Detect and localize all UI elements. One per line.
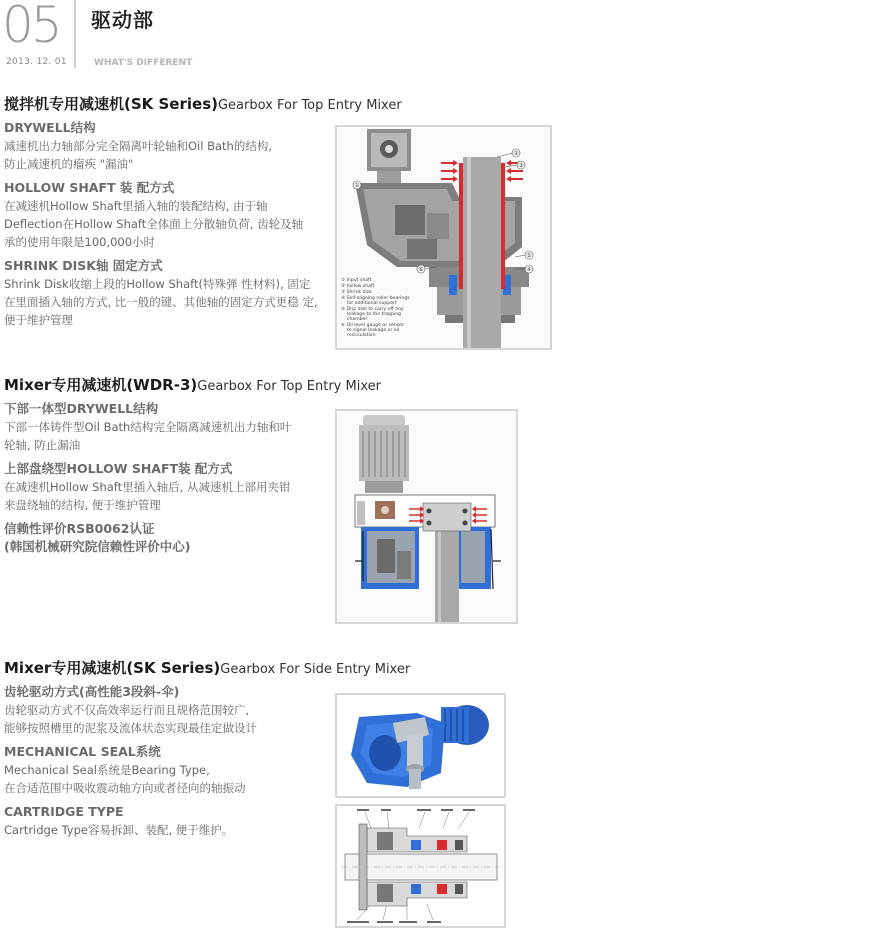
s1-line: 在减速机Hollow Shaft里插入轴的装配结构, 由于轴 [4, 199, 268, 213]
section-2-title [4, 374, 381, 395]
s2-heading-1: 下部一体型DRYWELL结构 [4, 401, 159, 416]
s1-heading-3: SHRINK DISK轴 固定方式 [4, 258, 163, 273]
s3-line: Cartridge Type容易拆卸、装配, 便于维护。 [4, 823, 234, 837]
s1-para-3 [4, 275, 329, 329]
page-subtitle: WHAT'S DIFFERENT [94, 58, 193, 68]
s1-line: 减速机出力轴部分完全隔离叶轮轴和Oil Bath的结构, [4, 139, 272, 153]
svg-text:for additional support: for additional support [347, 301, 397, 306]
fig1-marker: ① [354, 182, 360, 189]
section-1-title [4, 93, 402, 114]
svg-text:② hollow shaft: ② hollow shaft [341, 284, 375, 289]
issue-date: 2013. 12. 01 [6, 57, 67, 67]
s2-heading-4: (韩国机械研究院信赖性评价中心) [4, 539, 191, 554]
s1-line: 防止减速机的瘤疾 "漏油" [4, 157, 134, 171]
cartridge-seal-drawing [337, 806, 504, 926]
section-number: 05 [2, 0, 60, 54]
s3-heading-2: MECHANICAL SEAL系统 [4, 744, 161, 759]
sk-cutaway-drawing [337, 127, 550, 348]
s1-line: 便于维护管理 [4, 313, 73, 327]
svg-text:leakage to the trapping: leakage to the trapping [347, 312, 402, 317]
s3-heading-3: CARTRIDGE TYPE [4, 804, 124, 819]
section-1-title-light: Gearbox For Top Entry Mixer [217, 98, 402, 113]
section-2-text [4, 400, 329, 556]
s1-para-1 [4, 137, 329, 173]
fig1-marker: ⑥ [418, 266, 424, 273]
svg-text:① Input shaft: ① Input shaft [341, 278, 372, 283]
svg-text:⑤ Drip disk to carry off any: ⑤ Drip disk to carry off any [341, 307, 404, 312]
s2-line: 下部一体铸件型Oil Bath结构完全隔离减速机出力轴和叶 [4, 420, 292, 434]
s2-line: 在减速机Hollow Shaft里插入轴后, 从减速机上部用夹钳 [4, 480, 291, 494]
page-title: 驱动部 [91, 8, 154, 32]
s1-line: 在里面插入轴的方式, 比一般的键、其他轴的固定方式更稳 定, [4, 295, 318, 309]
s3-para-3 [4, 821, 329, 839]
svg-text:to signal leakage or oil: to signal leakage or oil [347, 328, 400, 333]
header-divider [74, 0, 76, 68]
section-3-text [4, 683, 329, 845]
section-3-title-light: Gearbox For Side Entry Mixer [220, 662, 411, 677]
section-2-title-bold: Mixer专用减速机(WDR-3) [4, 376, 198, 394]
s3-line: 能够按照槽里的泥浆及流体状态实现最佳定做设计 [4, 721, 257, 735]
svg-text:⑥ Oil level gauge or sensor: ⑥ Oil level gauge or sensor [341, 323, 404, 328]
s2-heading-3: 信赖性评价RSB0062认证 [4, 521, 155, 536]
fig1-marker: ⑤ [526, 252, 532, 259]
svg-text:recirculation: recirculation [347, 333, 376, 338]
s1-heading-2: HOLLOW SHAFT 装 配方式 [4, 180, 175, 195]
svg-text:③ Shrink disk: ③ Shrink disk [341, 290, 372, 295]
fig1-marker: ③ [518, 162, 524, 169]
s1-para-2 [4, 197, 329, 251]
wdr3-cutaway-figure [335, 409, 518, 624]
side-entry-gearbox-drawing [337, 695, 504, 796]
s2-line: 轮轴, 防止漏油 [4, 438, 81, 452]
s2-line: 来盘绕轴的结构, 便于维护管理 [4, 498, 161, 512]
s3-heading-1: 齿轮驱动方式(高性能3段斜-伞) [4, 684, 180, 699]
s2-heading-2: 上部盘绕型HOLLOW SHAFT装 配方式 [4, 461, 233, 476]
section-3-title [4, 657, 410, 678]
side-entry-gearbox-photo [335, 693, 506, 798]
s1-line: 承的使用年限是100,000小时 [4, 235, 156, 249]
fig1-marker: ② [513, 150, 519, 157]
s3-line: 在合适范围中吸收震动轴方向或者径向的轴振动 [4, 781, 246, 795]
svg-text:chamber: chamber [347, 317, 368, 322]
section-1-title-bold: 搅拌机专用减速机(SK Series) [4, 95, 218, 113]
fig1-marker: ④ [526, 266, 532, 273]
s2-para-1 [4, 418, 329, 454]
svg-text:④ Self-aligning roller bearing: ④ Self-aligning roller bearings [341, 296, 410, 301]
s2-para-2 [4, 478, 329, 514]
s1-line: Deflection在Hollow Shaft全体面上分散轴负荷, 齿轮及轴 [4, 217, 304, 231]
s3-para-2 [4, 761, 329, 797]
s3-line: Mechanical Seal系统是Bearing Type, [4, 763, 210, 777]
s3-line: 齿轮驱动方式不仅高效率运行而且规格范围较广, [4, 703, 250, 717]
cartridge-seal-drawing-figure [335, 804, 506, 928]
s1-heading-1: DRYWELL结构 [4, 120, 96, 135]
section-3-title-bold: Mixer专用减速机(SK Series) [4, 659, 221, 677]
section-2-title-light: Gearbox For Top Entry Mixer [197, 379, 381, 394]
s3-para-1 [4, 701, 329, 737]
section-1-text [4, 119, 329, 335]
wdr3-cutaway-drawing [337, 411, 516, 622]
motor-body [359, 425, 409, 481]
s1-line: Shrink Disk收缩上段的Hollow Shaft(特殊弹 性材料), 固定 [4, 277, 311, 291]
sk-top-entry-cutaway-figure [335, 125, 552, 350]
